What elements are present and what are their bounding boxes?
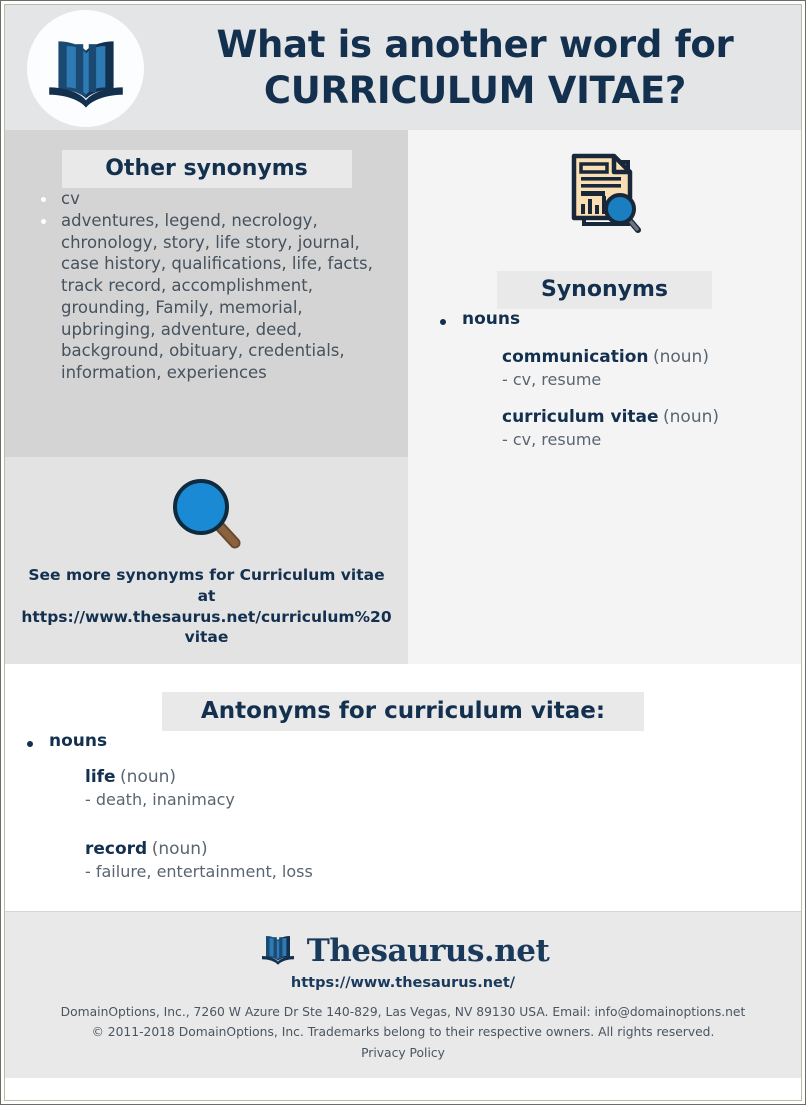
synonyms-list (418, 309, 791, 449)
synonym-term[interactable]: curriculum vitae (502, 407, 659, 427)
footer-url[interactable]: https://www.thesaurus.net/ (290, 975, 516, 991)
open-book-icon (257, 928, 299, 973)
footer-legal (15, 1003, 791, 1064)
synonym-entry (502, 347, 791, 389)
antonym-defs: - death, inanimacy (85, 790, 235, 809)
antonyms-heading: Antonyms for curriculum vitae: (162, 692, 644, 731)
antonyms-group-label: nouns (49, 731, 108, 751)
header (5, 5, 801, 130)
header-logo-badge (27, 10, 144, 127)
synonyms-heading: Synonyms (497, 271, 712, 309)
footer (5, 911, 801, 1078)
antonym-pos: (noun) (120, 767, 177, 787)
footer-copyright: © 2011-2018 DomainOptions, Inc. Trademarks belong to their respective owners. All rights reserved. (91, 1024, 715, 1039)
see-more-panel[interactable] (5, 457, 408, 664)
page-title (165, 22, 785, 112)
see-more-text[interactable] (19, 565, 394, 648)
other-synonyms-heading: Other synonyms (62, 150, 352, 188)
synonyms-group-label: nouns (462, 309, 521, 329)
antonym-defs: - failure, entertainment, loss (85, 862, 313, 881)
synonym-entry (502, 407, 791, 449)
poster-frame (4, 4, 802, 1101)
antonym-entry (85, 839, 801, 881)
other-synonyms-list (17, 188, 396, 384)
antonyms-section (5, 664, 801, 911)
antonym-pos: (noun) (151, 839, 208, 859)
footer-brand[interactable] (15, 928, 791, 973)
main-content (5, 130, 801, 664)
list-item (418, 309, 791, 449)
synonym-pos: (noun) (652, 347, 709, 367)
other-synonyms-panel (5, 130, 408, 457)
antonyms-list (5, 731, 801, 881)
footer-brand-name: Thesaurus.net (306, 932, 550, 969)
document-search-icon (418, 148, 791, 249)
synonym-term[interactable]: communication (502, 347, 649, 367)
synonyms-panel (408, 130, 801, 664)
list-item (5, 731, 801, 881)
footer-address: DomainOptions, Inc., 7260 W Azure Dr Ste 140-829, Las Vegas, NV 89130 USA. Email: info@domainoptions.net (60, 1005, 746, 1019)
page-title-line1: What is another word for (216, 23, 734, 67)
synonym-pos: (noun) (663, 407, 720, 427)
antonym-term[interactable]: record (85, 839, 148, 859)
privacy-policy-link[interactable]: Privacy Policy (361, 1046, 445, 1061)
list-item: adventures, legend, necrology, chronology, story, life story, journal, case history, qualifications, life, facts, track record, accomplishment, grounding, Family, memorial, upbringing, adventure, deed, background, obituary, credentials, information, experiences (17, 210, 396, 384)
open-book-icon (40, 23, 132, 115)
see-more-line1: See more synonyms for Curriculum vitae at (28, 566, 385, 605)
magnifying-glass-icon (19, 471, 394, 557)
synonym-defs: - cv, resume (502, 430, 602, 449)
synonym-defs: - cv, resume (502, 370, 602, 389)
page-title-line2: CURRICULUM VITAE? (263, 68, 687, 112)
antonym-term[interactable]: life (85, 767, 116, 787)
see-more-link[interactable]: https://www.thesaurus.net/curriculum%20vitae (21, 607, 392, 647)
list-item: cv (17, 188, 396, 210)
antonym-entry (85, 767, 801, 809)
left-column (5, 130, 408, 664)
